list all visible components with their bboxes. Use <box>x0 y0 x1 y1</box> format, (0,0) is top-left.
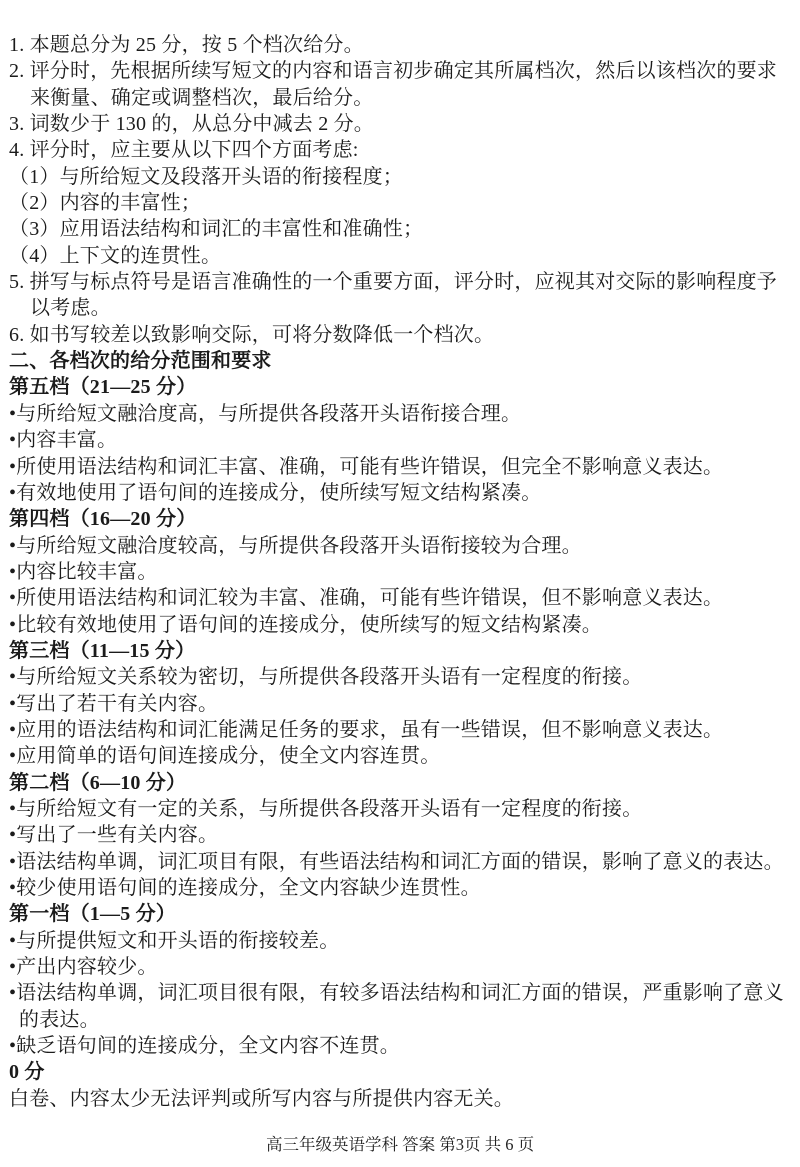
text-line: 5. 拼写与标点符号是语言准确性的一个重要方面，评分时，应视其对交际的影响程度予 <box>9 271 777 294</box>
text-line: 第五档（21—25 分） <box>9 376 197 399</box>
text-line: •比较有效地使用了语句间的连接成分，使所续写的短文结构紧凑。 <box>9 613 603 636</box>
text-line: 来衡量、确定或调整档次，最后给分。 <box>30 86 374 109</box>
text-line: •较少使用语句间的连接成分，全文内容缺少连贯性。 <box>9 877 481 899</box>
text-line: •写出了若干有关内容。 <box>9 692 219 715</box>
text-line: （4）上下文的连贯性。 <box>9 244 222 267</box>
text-line: •应用简单的语句间连接成分，使全文内容连贯。 <box>9 745 441 768</box>
text-line: 以考虑。 <box>30 297 111 320</box>
text-line: •与所给短文融洽度高，与所提供各段落开头语衔接合理。 <box>9 402 522 425</box>
text-line: 6. 如书写较差以致影响交际，可将分数降低一个档次。 <box>9 323 495 346</box>
text-line: 1. 本题总分为 25 分，按 5 个档次给分。 <box>9 34 364 56</box>
text-line: 第四档（16—20 分） <box>9 508 197 531</box>
text-line: 第三档（11—15 分） <box>9 639 196 662</box>
text-line: •所使用语法结构和词汇较为丰富、准确，可能有些许错误，但不影响意义表达。 <box>9 587 724 610</box>
text-line: 2. 评分时，先根据所续写短文的内容和语言初步确定其所属档次，然后以该档次的要求 <box>9 60 777 83</box>
text-line: •所使用语法结构和词汇丰富、准确，可能有些许错误，但完全不影响意义表达。 <box>9 455 724 478</box>
text-line: 二、各档次的给分范围和要求 <box>9 350 272 373</box>
text-line: •缺乏语句间的连接成分，全文内容不连贯。 <box>9 1035 401 1058</box>
page-footer: 高三年级英语学科 答案 第3页 共 6 页 <box>265 1135 535 1154</box>
text-line: •内容丰富。 <box>9 429 118 452</box>
text-line: •语法结构单调，词汇项目有限，有些语法结构和词汇方面的错误，影响了意义的表达。 <box>9 850 784 873</box>
text-line: •语法结构单调，词汇项目很有限，有较多语法结构和词汇方面的错误，严重影响了意义 <box>9 982 784 1005</box>
text-line: •内容比较丰富。 <box>9 560 158 583</box>
text-line: •产出内容较少。 <box>9 956 158 979</box>
text-line: 0 分 <box>9 1061 45 1084</box>
text-line: 4. 评分时，应主要从以下四个方面考虑: <box>9 139 359 162</box>
text-line: （2）内容的丰富性； <box>9 192 201 215</box>
text-line: 的表达。 <box>19 1008 100 1031</box>
text-line: •应用的语法结构和词汇能满足任务的要求，虽有一些错误，但不影响意义表达。 <box>9 718 724 741</box>
text-line: 3. 词数少于 130 的，从总分中减去 2 分。 <box>9 113 374 136</box>
text-line: •有效地使用了语句间的连接成分，使所续写短文结构紧凑。 <box>9 481 542 504</box>
text-line: 第一档（1—5 分） <box>9 903 176 926</box>
text-line: （1）与所给短文及段落开头语的衔接程度； <box>9 165 403 188</box>
document-lines <box>9 32 796 1112</box>
text-line: •与所提供短文和开头语的衔接较差。 <box>9 929 340 952</box>
text-line: 白卷、内容太少无法评判或所写内容与所提供内容无关。 <box>9 1087 514 1110</box>
text-line: •写出了一些有关内容。 <box>9 824 219 847</box>
text-line: •与所给短文关系较为密切，与所提供各段落开头语有一定程度的衔接。 <box>9 666 643 689</box>
text-line: •与所给短文融洽度较高，与所提供各段落开头语衔接较为合理。 <box>9 534 582 557</box>
text-line: •与所给短文有一定的关系，与所提供各段落开头语有一定程度的衔接。 <box>9 797 643 820</box>
text-line: 第二档（6—10 分） <box>9 771 187 794</box>
text-line: （3）应用语法结构和词汇的丰富性和准确性； <box>9 218 424 241</box>
